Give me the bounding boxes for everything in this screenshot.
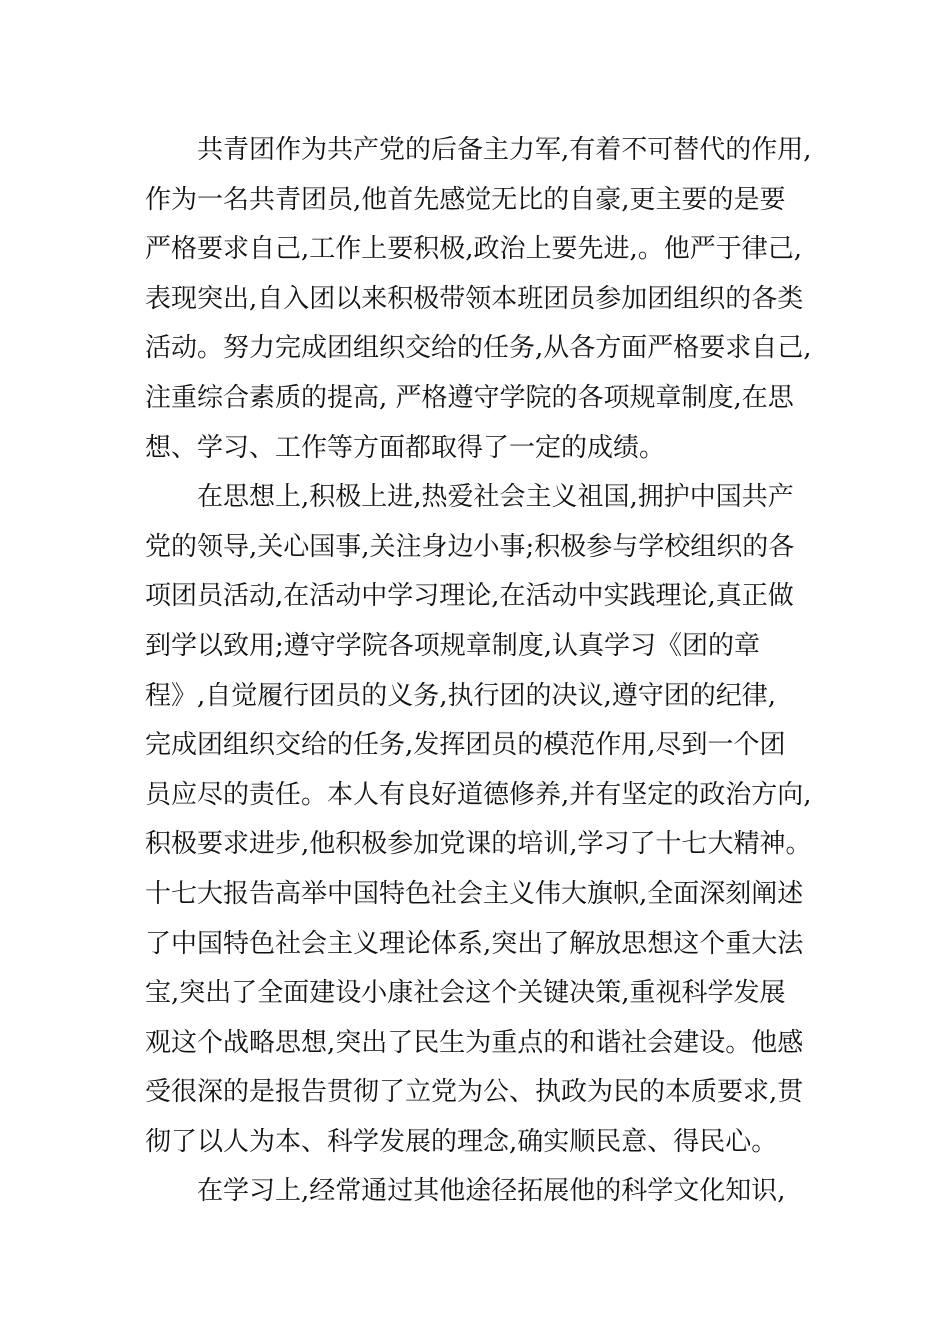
paragraph-3 xyxy=(145,1167,825,1217)
text-line: 党的领导,关心国事,关注身边小事;积极参与学校组织的各 xyxy=(145,531,795,562)
text-line: 到学以致用;遵守学院各项规章制度,认真学习《团的章 xyxy=(145,630,761,661)
text-line: 员应尽的责任。本人有良好道德修养,并有坚定的政治方向, xyxy=(145,779,812,810)
text-line: 观这个战略思想,突出了民生为重点的和谐社会建设。他感 xyxy=(145,1027,804,1058)
text-line: 宝,突出了全面建设小康社会这个关键决策,重视科学发展 xyxy=(145,978,786,1009)
text-line: 在思想上,积极上进,热爱社会主义祖国,拥护中国共产 xyxy=(197,482,794,513)
text-line: 注重综合素质的提高, 严格遵守学院的各项规章制度,在思 xyxy=(145,382,794,413)
text-line: 程》,自觉履行团员的义务,执行团的决议,遵守团的纪律, xyxy=(145,680,777,711)
text-line: 彻了以人为本、科学发展的理念,确实顺民意、得民心。 xyxy=(145,1126,778,1157)
text-line: 活动。努力完成团组织交给的任务,从各方面严格要求自己, xyxy=(145,333,812,364)
text-line: 项团员活动,在活动中学习理论,在活动中实践理论,真正做 xyxy=(145,581,794,612)
text-line: 表现突出,自入团以来积极带领本班团员参加团组织的各类 xyxy=(145,283,804,314)
text-line: 共青团作为共产党的后备主力军,有着不可替代的作用, xyxy=(197,135,812,165)
text-line: 完成团组织交给的任务,发挥团员的模范作用,尽到一个团 xyxy=(145,730,786,761)
text-line: 严格要求自己,工作上要积极,政治上要先进,。他严于律己, xyxy=(145,234,803,265)
text-line: 了中国特色社会主义理论体系,突出了解放思想这个重大法 xyxy=(145,928,804,959)
text-line: 作为一名共青团员,他首先感觉无比的自豪,更主要的是要 xyxy=(145,184,786,215)
text-line: 积极要求进步,他积极参加党课的培训,学习了十七大精神。 xyxy=(145,829,812,860)
text-line: 想、学习、工作等方面都取得了一定的成绩。 xyxy=(145,432,666,463)
text-line: 在学习上,经常通过其他途径拓展他的科学文化知识, xyxy=(197,1176,786,1207)
text-line: 十七大报告高举中国特色社会主义伟大旗帜,全面深刻阐述 xyxy=(145,878,804,909)
paragraph-2 xyxy=(145,473,825,1167)
paragraph-1 xyxy=(145,126,825,473)
document-body xyxy=(145,126,825,1217)
text-line: 受很深的是报告贯彻了立党为公、执政为民的本质要求,贯 xyxy=(145,1077,804,1108)
